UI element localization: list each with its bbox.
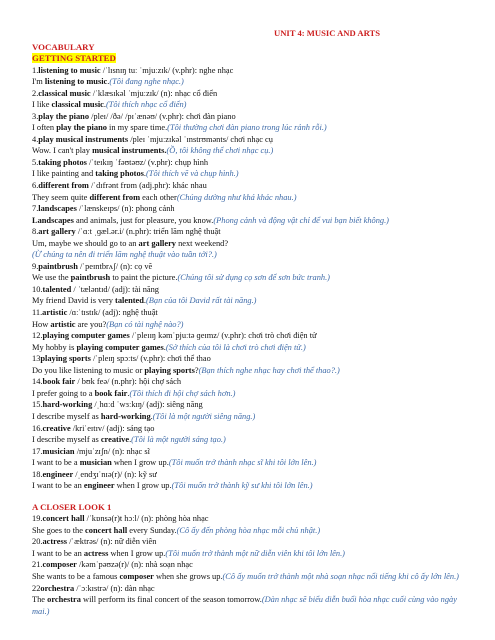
line-text: /ˈpleɪɪŋ kəmˈpjuːtə ɡeɪmz/ (v.phr): chơi trò chơi điện tử bbox=[129, 331, 317, 341]
vocab-line bbox=[32, 295, 472, 307]
line-text: 18. bbox=[32, 469, 43, 479]
line-text: 3. bbox=[32, 111, 39, 121]
vocab-line bbox=[32, 238, 472, 250]
line-text: 15. bbox=[32, 400, 43, 410]
vocab-line bbox=[32, 284, 472, 296]
vocab-term: artistic bbox=[42, 308, 68, 318]
vocab-line bbox=[32, 399, 472, 411]
vocab-term: hard-working bbox=[100, 411, 151, 421]
vocab-line bbox=[32, 457, 472, 469]
line-text: Um, maybe we should go to an bbox=[32, 238, 139, 248]
closer-look-list bbox=[32, 513, 472, 617]
line-text: My friend David is very bbox=[32, 296, 116, 306]
line-text: are you? bbox=[75, 319, 107, 329]
line-text: /ˈlænskeɪps/ (n): phong cảnh bbox=[76, 204, 175, 214]
vocab-line bbox=[32, 226, 472, 238]
vocab-term: art gallery bbox=[38, 227, 76, 237]
line-text: 9. bbox=[32, 261, 39, 271]
vocab-line bbox=[32, 559, 472, 571]
line-text: /ˌhɑːd ˈwɜːkɪŋ/ (adj): siêng năng bbox=[92, 400, 203, 410]
vocab-term: Landscapes bbox=[32, 215, 74, 225]
vocab-line bbox=[32, 261, 472, 273]
line-text: /pleɪ/ /ðə/ /pɪˈænəʊ/ (v.phr): chơi đàn piano bbox=[89, 111, 236, 121]
vocab-line bbox=[32, 376, 472, 388]
line-text: Wow. I can't play bbox=[32, 146, 93, 156]
vocab-term: engineer bbox=[83, 481, 115, 491]
line-text: I prefer going to a bbox=[32, 388, 95, 398]
vocab-line bbox=[32, 307, 472, 319]
line-text: and animals, just for pleasure, you know. bbox=[73, 215, 214, 225]
line-text: /ˈpeɪntbrʌʃ/ (n): cọ vẽ bbox=[77, 261, 153, 271]
getting-started-heading bbox=[32, 53, 472, 65]
getting-started-label: GETTING STARTED bbox=[32, 53, 116, 64]
vocab-term: different from bbox=[38, 181, 89, 191]
vocab-term: creative bbox=[42, 423, 71, 433]
line-text: . bbox=[163, 342, 166, 352]
vietnamese-translation: (Ừ chúng ta nên đi triển lãm nghệ thuật vào tuần tới?.) bbox=[32, 250, 217, 260]
vocab-line bbox=[32, 145, 472, 157]
line-text: /ˈɑːt ˌɡæl.ər.i/ (n.phr): triển lãm nghệ thuật bbox=[75, 227, 221, 237]
vietnamese-translation: (Sở thích của tôi là chơi trò chơi điện tử.) bbox=[165, 342, 306, 352]
vocab-term: classical music bbox=[38, 88, 91, 98]
line-text: /pleɪ ˈmjuːzɪkəl ˈɪnstrʊmənts/ chơi nhạc cụ bbox=[128, 134, 273, 144]
vietnamese-translation: (Chúng dường như khá khác nhau.) bbox=[176, 192, 297, 202]
vocab-term: musician bbox=[42, 446, 75, 456]
vietnamese-translation: (Cô ấy đến phòng hòa nhạc mỗi chủ nhật.) bbox=[176, 525, 321, 535]
vocab-line bbox=[32, 180, 472, 192]
vocab-term: listening to music bbox=[44, 77, 108, 87]
line-text: We use the bbox=[32, 273, 71, 283]
vocab-line bbox=[32, 65, 472, 77]
line-text: 13 bbox=[32, 354, 41, 364]
line-text: 2. bbox=[32, 88, 39, 98]
vietnamese-translation: (Tôi muốn trở thành một nữ diễn viên khi tôi lớn lên.) bbox=[165, 548, 345, 558]
vocab-line bbox=[32, 548, 472, 560]
vocab-line bbox=[32, 76, 472, 88]
section-gap bbox=[32, 492, 472, 502]
vocab-term: talented bbox=[42, 284, 72, 294]
vietnamese-translation: (Tôi muốn trở thành kỹ sư khi tôi lớn lên.) bbox=[171, 481, 313, 491]
line-text: 12. bbox=[32, 331, 43, 341]
line-text: I describe myself as bbox=[32, 411, 101, 421]
line-text: The bbox=[32, 595, 48, 605]
vocab-line bbox=[32, 469, 472, 481]
line-text: My hobby is bbox=[32, 342, 77, 352]
line-text: . bbox=[150, 411, 153, 421]
vocab-term: playing sports bbox=[144, 365, 195, 375]
vocab-line bbox=[32, 249, 472, 261]
line-text: . bbox=[107, 77, 110, 87]
line-text: I describe myself as bbox=[32, 435, 101, 445]
vocab-term: concert hall bbox=[85, 525, 128, 535]
vocab-line bbox=[32, 111, 472, 123]
vocab-term: talented bbox=[115, 296, 144, 306]
line-text: /ˈklæsɪkəl ˈmjuːzɪk/ (n): nhạc cổ điển bbox=[90, 88, 218, 98]
vocab-term: landscapes bbox=[38, 204, 77, 214]
line-text: . bbox=[129, 435, 132, 445]
line-text: will perform its final concert of the season tomorrow. bbox=[80, 595, 262, 605]
line-text: 6. bbox=[32, 181, 39, 191]
line-text: I often bbox=[32, 123, 57, 133]
vietnamese-translation: (Ồ, tôi không thể chơi nhạc cụ.) bbox=[166, 146, 274, 156]
vocab-term: art gallery bbox=[138, 238, 176, 248]
line-text: 16. bbox=[32, 423, 43, 433]
line-text: ? bbox=[194, 365, 199, 375]
vietnamese-translation: (Bạn thích nghe nhạc hay chơi thể thao?.) bbox=[198, 365, 340, 375]
line-text: when I grow up. bbox=[111, 458, 169, 468]
closer-look-heading: A CLOSER LOOK 1 bbox=[32, 501, 112, 512]
vocab-term: book fair bbox=[94, 388, 128, 398]
vocab-line bbox=[32, 446, 472, 458]
vocab-term: play the piano bbox=[56, 123, 107, 133]
line-text: /ˈɔːkɪstrə/ (n): dàn nhạc bbox=[74, 583, 155, 593]
vocab-line bbox=[32, 342, 472, 354]
line-text: every Sunday. bbox=[127, 525, 177, 535]
line-text: . bbox=[143, 169, 146, 179]
vietnamese-translation: (Tôi là một người sáng tạo.) bbox=[131, 435, 226, 445]
vocab-line bbox=[32, 480, 472, 492]
vocab-line bbox=[32, 365, 472, 377]
vocab-term: playing computer games bbox=[76, 342, 164, 352]
vietnamese-translation: (Tôi thích vẽ và chụp hình.) bbox=[146, 169, 239, 179]
document-page bbox=[32, 28, 472, 617]
vocab-term: composer bbox=[42, 560, 77, 570]
vocab-term: actress bbox=[42, 537, 67, 547]
vietnamese-translation: (Cô ấy muốn trở thành một nhà soạn nhạc nổi tiếng khi cô ấy lớn lên.) bbox=[222, 572, 459, 582]
line-text: 22 bbox=[32, 583, 41, 593]
vietnamese-translation: (Tôi thích đi hội chợ sách hơn.) bbox=[129, 388, 236, 398]
line-text: They seem quite bbox=[32, 192, 90, 202]
line-text: . bbox=[143, 296, 146, 306]
vocab-term: musician bbox=[79, 458, 112, 468]
line-text: 20. bbox=[32, 537, 43, 547]
line-text: I like bbox=[32, 100, 52, 110]
line-text: 19. bbox=[32, 514, 43, 524]
line-text: 8. bbox=[32, 227, 39, 237]
line-text: I want to be a bbox=[32, 458, 80, 468]
vocab-line bbox=[32, 272, 472, 284]
vietnamese-translation: (Chúng tôi sử dụng cọ sơn để sơn bức tranh.) bbox=[177, 273, 330, 283]
line-text: /ˌendʒɪˈnɪə(r)/ (n): kỹ sư bbox=[73, 469, 157, 479]
line-text: /ˈæktrəs/ (n): nữ diễn viên bbox=[66, 537, 157, 547]
vocab-line bbox=[32, 571, 472, 583]
vocab-term: paintbrush bbox=[70, 273, 111, 283]
vietnamese-translation: (Tôi là một người siêng năng.) bbox=[152, 411, 256, 421]
vocab-line bbox=[32, 168, 472, 180]
vocab-line bbox=[32, 583, 472, 595]
vietnamese-translation: (Tôi thường chơi đàn piano trong lúc rảnh rỗi.) bbox=[167, 123, 327, 133]
line-text: / ˈtæləntɪd/ (adj): tài năng bbox=[71, 284, 159, 294]
vocab-line bbox=[32, 99, 472, 111]
vietnamese-translation: (Dàn nhạc sẽ biểu diễn buổi hòa nhạc cuối cùng vào ngày mai.) bbox=[32, 595, 457, 616]
unit-title: UNIT 4: MUSIC AND ARTS bbox=[273, 28, 381, 38]
line-text: /ˈpleɪŋ spɔːts/ (v.phr): chơi thể thao bbox=[90, 354, 211, 364]
vocab-term: creative bbox=[100, 435, 130, 445]
vocab-line bbox=[32, 122, 472, 134]
line-text: How bbox=[32, 319, 51, 329]
vocab-line bbox=[32, 594, 472, 617]
line-text: / bʊk feə/ (n.phr): hội chợ sách bbox=[75, 377, 182, 387]
vietnamese-translation: (Tôi muốn trở thành nhạc sĩ khi tôi lớn lên.) bbox=[168, 458, 317, 468]
line-text: when she grows up. bbox=[153, 572, 223, 582]
vocab-term: classical music bbox=[51, 100, 104, 110]
line-text: 5. bbox=[32, 157, 39, 167]
vocab-term: different from bbox=[89, 192, 141, 202]
line-text: I like painting and bbox=[32, 169, 96, 179]
line-text: /ˈteɪkɪŋ ˈfəʊtəʊz/ (v.phr): chụp hình bbox=[86, 157, 209, 167]
line-text: /mjuˈzɪʃn/ (n): nhạc sĩ bbox=[74, 446, 150, 456]
vocab-line bbox=[32, 423, 472, 435]
vocab-term: actress bbox=[83, 548, 109, 558]
vocab-term: playing sports bbox=[40, 354, 91, 364]
vocabulary-heading: VOCABULARY bbox=[32, 41, 95, 52]
vocab-term: taking photos bbox=[38, 157, 87, 167]
vocab-term: orchestra bbox=[40, 583, 75, 593]
vocab-line bbox=[32, 319, 472, 331]
line-text: I want to be an bbox=[32, 481, 84, 491]
vocab-line bbox=[32, 411, 472, 423]
vocab-term: play the piano bbox=[38, 111, 90, 121]
line-text: /ˈkɒnsə(r)t hɔːl/ (n): phòng hòa nhạc bbox=[84, 514, 209, 524]
vocab-line bbox=[32, 513, 472, 525]
line-text: 17. bbox=[32, 446, 43, 456]
vocab-line bbox=[32, 203, 472, 215]
vocab-term: play musical instruments bbox=[38, 134, 129, 144]
line-text: 21. bbox=[32, 560, 43, 570]
vocab-line bbox=[32, 88, 472, 100]
line-text: /ˈlɪsnɪŋ tuː ˈmjuːzɪk/ (v.phr): nghe nhạc bbox=[100, 65, 234, 75]
vocab-term: listening to music bbox=[38, 65, 101, 75]
vocab-term: playing computer games bbox=[42, 331, 130, 341]
vocab-line bbox=[32, 157, 472, 169]
vocab-line bbox=[32, 388, 472, 400]
vocab-term: hard-working bbox=[42, 400, 93, 410]
line-text: /kriˈeɪtɪv/ (adj): sáng tạo bbox=[70, 423, 155, 433]
vietnamese-translation: (Phong cảnh và động vật chỉ để vui bạn biết không.) bbox=[213, 215, 389, 225]
line-text: /ɑːˈtɪstɪk/ (adj): nghệ thuật bbox=[67, 308, 158, 318]
vocab-term: artistic bbox=[50, 319, 76, 329]
vietnamese-translation: (Bạn của tôi David rất tài năng.) bbox=[145, 296, 257, 306]
vocab-term: concert hall bbox=[42, 514, 85, 524]
vocab-line bbox=[32, 353, 472, 365]
line-text: /kəmˈpəʊzə(r)/ (n): nhà soạn nhạc bbox=[76, 560, 193, 570]
vocab-term: book fair bbox=[42, 377, 76, 387]
vocab-term: musical instruments. bbox=[92, 146, 167, 156]
vocab-line bbox=[32, 192, 472, 204]
vocab-term: paintbrush bbox=[38, 261, 78, 271]
line-text: when I grow up. bbox=[108, 548, 166, 558]
vocab-line bbox=[32, 215, 472, 227]
line-text: in my spare time. bbox=[106, 123, 168, 133]
line-text: 7. bbox=[32, 204, 39, 214]
line-text: each other bbox=[140, 192, 177, 202]
vocab-term: orchestra bbox=[47, 595, 81, 605]
vocab-line bbox=[32, 525, 472, 537]
line-text: She wants to be a famous bbox=[32, 572, 120, 582]
vocab-line bbox=[32, 134, 472, 146]
line-text: 1. bbox=[32, 65, 39, 75]
vocab-term: taking photos bbox=[95, 169, 144, 179]
line-text: /ˈdɪfrənt frɒm (adj.phr): khác nhau bbox=[88, 181, 207, 191]
line-text: I'm bbox=[32, 77, 45, 87]
line-text: next weekend? bbox=[176, 238, 229, 248]
vietnamese-translation: (Tôi thích nhạc cổ điển) bbox=[105, 100, 187, 110]
line-text: 11. bbox=[32, 308, 43, 318]
vocab-term: engineer bbox=[42, 469, 74, 479]
line-text: . bbox=[127, 388, 130, 398]
line-text: I want to be an bbox=[32, 548, 84, 558]
vocab-line bbox=[32, 434, 472, 446]
line-text: Do you like listening to music or bbox=[32, 365, 145, 375]
vietnamese-translation: (Bạn có tài nghệ nào?) bbox=[106, 319, 184, 329]
line-text: 10. bbox=[32, 284, 43, 294]
vietnamese-translation: (Tôi đang nghe nhạc.) bbox=[109, 77, 184, 87]
vocab-line bbox=[32, 330, 472, 342]
line-text: 14. bbox=[32, 377, 43, 387]
line-text: when I grow up. bbox=[114, 481, 172, 491]
line-text: She goes to the bbox=[32, 525, 86, 535]
line-text: 4. bbox=[32, 134, 39, 144]
vocabulary-list bbox=[32, 65, 472, 492]
line-text: to paint the picture. bbox=[110, 273, 178, 283]
vocab-term: composer bbox=[119, 572, 154, 582]
vocab-line bbox=[32, 536, 472, 548]
line-text: . bbox=[103, 100, 106, 110]
